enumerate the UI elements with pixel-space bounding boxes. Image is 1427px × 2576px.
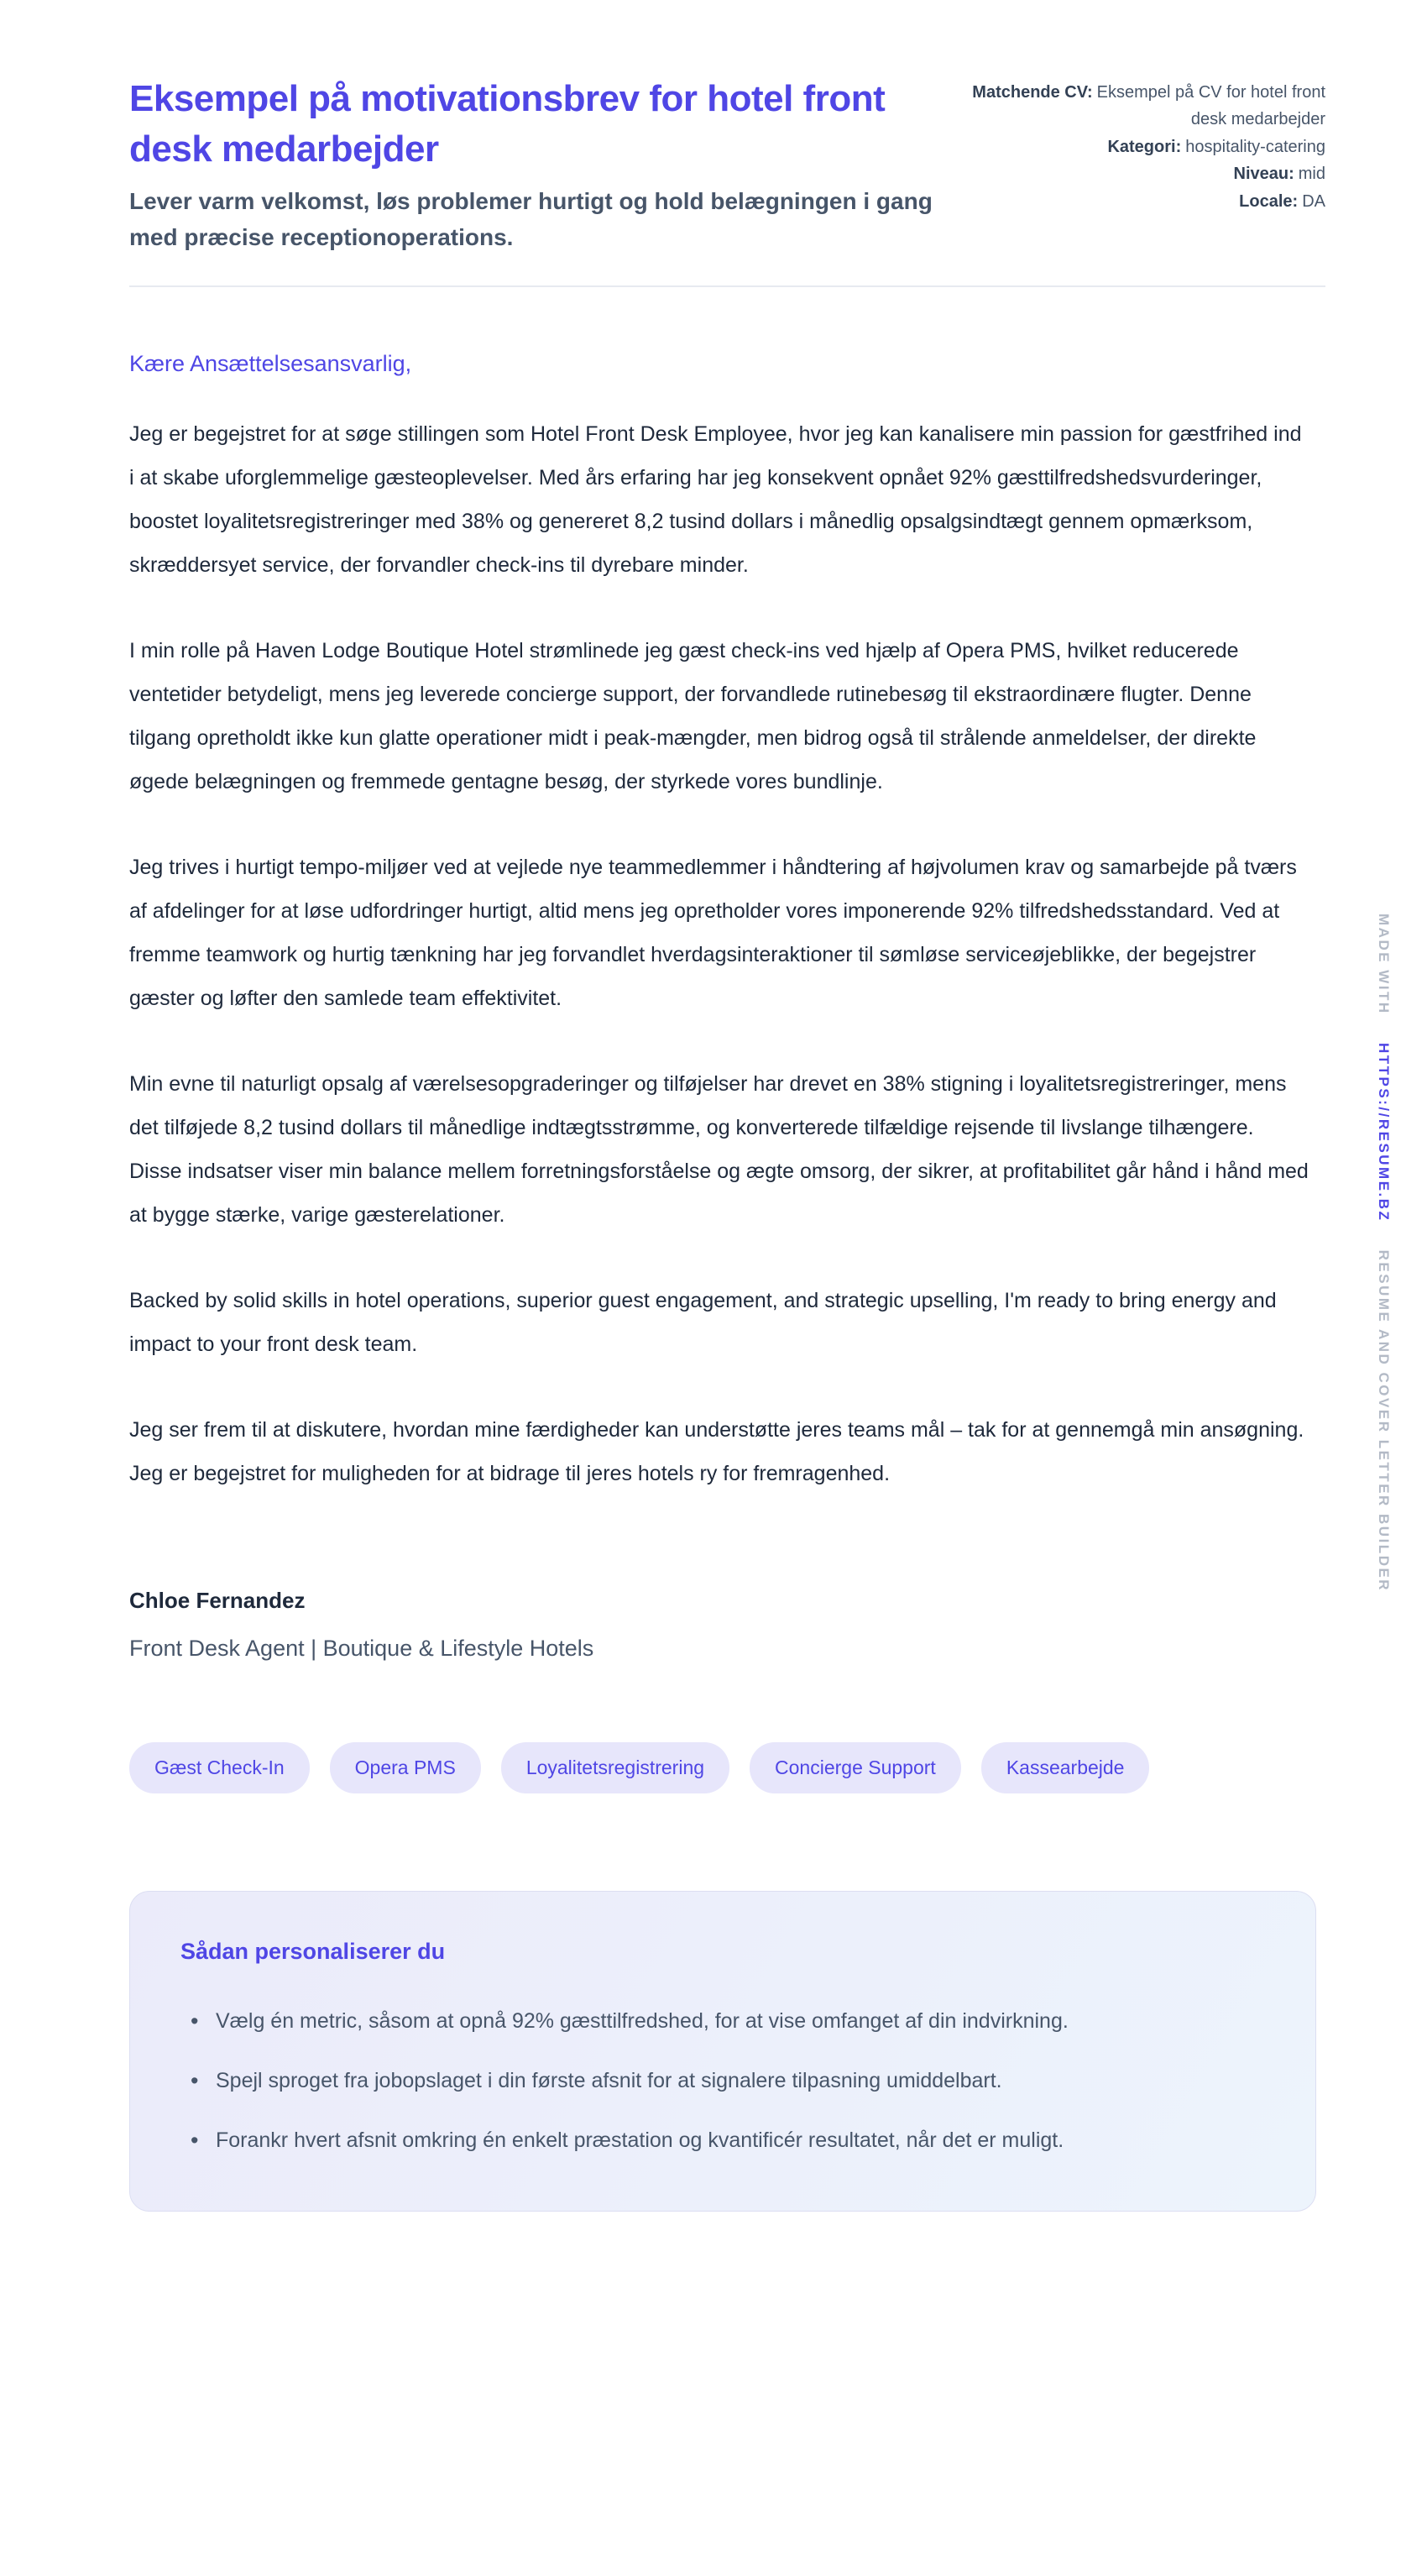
watermark-made-with-label: MADE WITH bbox=[1376, 914, 1392, 1015]
letter-paragraph-4: Min evne til naturligt opsalg af værelsesopgraderinger og tilføjelser har drevet en 38% stigning i loyalitetsregistreringer, mens det tilføjede 8,2 tusind dollars til månedlige indtægtsstrømme, og konverterede tilfældige rejsende til livslange tilhængere. Disse indsatser viser min balance mellem forretningsforståelse og ægte omsorg, der sikrer, at profitabilitet går hånd i hånd med at bygge stærke, varige gæsterelationer. bbox=[129, 1072, 1309, 1228]
tip-item-2: • Spejl sproget fra jobopslaget i din første afsnit for at signalere tilpasning umiddelbart. bbox=[180, 2061, 1230, 2101]
page-title: Eksempel på motivationsbrev for hotel front desk medarbejder bbox=[129, 78, 886, 170]
meta-value: mid bbox=[1298, 165, 1325, 184]
letter-paragraph-3: Jeg trives i hurtigt tempo-miljøer ved at vejlede nye teammedlemmer i håndtering af højvolumen krav og samarbejde på tværs af afdelinger for at løse udfordringer hurtigt, altid mens jeg opretholder vores imponerende 92% tilfredshedsstandard. Ved at fremme teamwork og hurtig tænkning har jeg forvandlet hverdagsinteraktioner til sømløse serviceøjeblikke, der begejstrer gæster og løfter den samlede team effektivitet. bbox=[129, 856, 1297, 1011]
meta-value: Eksempel på CV for hotel front desk medarbejder bbox=[1096, 83, 1325, 129]
letter-paragraph-1: Jeg er begejstret for at søge stillingen som Hotel Front Desk Employee, hvor jeg kan kanalisere min passion for gæstfrihed ind i at skabe uforglemmelige gæsteoplevelser. Med års erfaring har jeg konsekvent opnået 92% gæsttilfredshedsvurderinger, boostet loyalitetsregistreringer med 38% og genereret 8,2 tusind dollars i månedlig opsalgsindtægt gennem opmærksom, skræddersyet service, der forvandler check-ins til dyrebare minder. bbox=[129, 422, 1302, 578]
meta-label: Matchende CV: bbox=[972, 83, 1093, 102]
meta-label: Locale: bbox=[1239, 191, 1299, 211]
meta-category bbox=[963, 134, 1325, 160]
header bbox=[129, 74, 1325, 255]
tips-heading: Sådan personaliserer du bbox=[180, 1939, 446, 1965]
header-divider bbox=[129, 285, 1325, 287]
watermark-resume-bz-link[interactable]: HTTPS://RESUME.BZ bbox=[1376, 1042, 1392, 1223]
watermark-tagline: RESUME AND COVER LETTER BUILDER bbox=[1376, 1249, 1392, 1593]
meta-label: Niveau: bbox=[1233, 165, 1294, 184]
meta-level bbox=[963, 160, 1325, 187]
skill-tag-list bbox=[129, 1742, 1325, 1793]
tag-chip-cashier: Kassearbejde bbox=[981, 1742, 1150, 1793]
tips-list bbox=[180, 2002, 1265, 2160]
tag-chip-concierge: Concierge Support bbox=[750, 1742, 961, 1793]
personalization-tips-card bbox=[129, 1891, 1316, 2212]
letter-body bbox=[129, 351, 1325, 1662]
watermark bbox=[1375, 914, 1392, 1592]
meta-matching-cv bbox=[963, 79, 1325, 134]
letter-paragraph-6: Jeg ser frem til at diskutere, hvordan mine færdigheder kan understøtte jeres teams mål – tak for at gennemgå min ansøgning. Jeg er begejstret for muligheden for at bidrage til jeres hotels ry for fremragenhed. bbox=[129, 1418, 1304, 1486]
tag-chip-guest-check-in: Gæst Check-In bbox=[129, 1742, 310, 1793]
header-left bbox=[129, 74, 939, 255]
letter-paragraph-5: Backed by solid skills in hotel operations, superior guest engagement, and strategic upselling, I'm ready to bring energy and impact to your front desk team. bbox=[129, 1289, 1277, 1357]
tag-chip-opera-pms: Opera PMS bbox=[330, 1742, 481, 1793]
meta-value: hospitality-catering bbox=[1185, 137, 1325, 156]
signature-name: Chloe Fernandez bbox=[129, 1588, 306, 1614]
tip-item-1: • Vælg én metric, såsom at opnå 92% gæsttilfredshed, for at vise omfanget af din indvirkning. bbox=[180, 2002, 1230, 2041]
meta-value: DA bbox=[1302, 191, 1325, 211]
page-subtitle: Lever varm velkomst, løs problemer hurtigt og hold belægningen i gang med præcise receptionoperations. bbox=[129, 187, 933, 251]
meta-label: Kategori: bbox=[1107, 137, 1182, 156]
meta-panel bbox=[963, 74, 1325, 215]
tag-chip-loyalty: Loyalitetsregistrering bbox=[501, 1742, 729, 1793]
tip-item-3: • Forankr hvert afsnit omkring én enkelt præstation og kvantificér resultatet, når det er muligt. bbox=[180, 2121, 1230, 2160]
meta-locale bbox=[963, 188, 1325, 215]
letter-paragraph-2: I min rolle på Haven Lodge Boutique Hotel strømlinede jeg gæst check-ins ved hjælp af Opera PMS, hvilket reducerede ventetider betydeligt, mens jeg leverede concierge support, der forvandlede rutinebesøg til ekstraordinære flugter. Denne tilgang opretholdt ikke kun glatte operationer midt i peak-mængder, men bidrog også til strålende anmeldelser, der direkte øgede belægningen og fremmede gentagne besøg, der styrkede vores bundlinje. bbox=[129, 639, 1257, 794]
signature-role: Front Desk Agent | Boutique & Lifestyle Hotels bbox=[129, 1636, 594, 1662]
greeting: Kære Ansættelsesansvarlig, bbox=[129, 351, 412, 377]
content-column bbox=[129, 0, 1325, 2212]
